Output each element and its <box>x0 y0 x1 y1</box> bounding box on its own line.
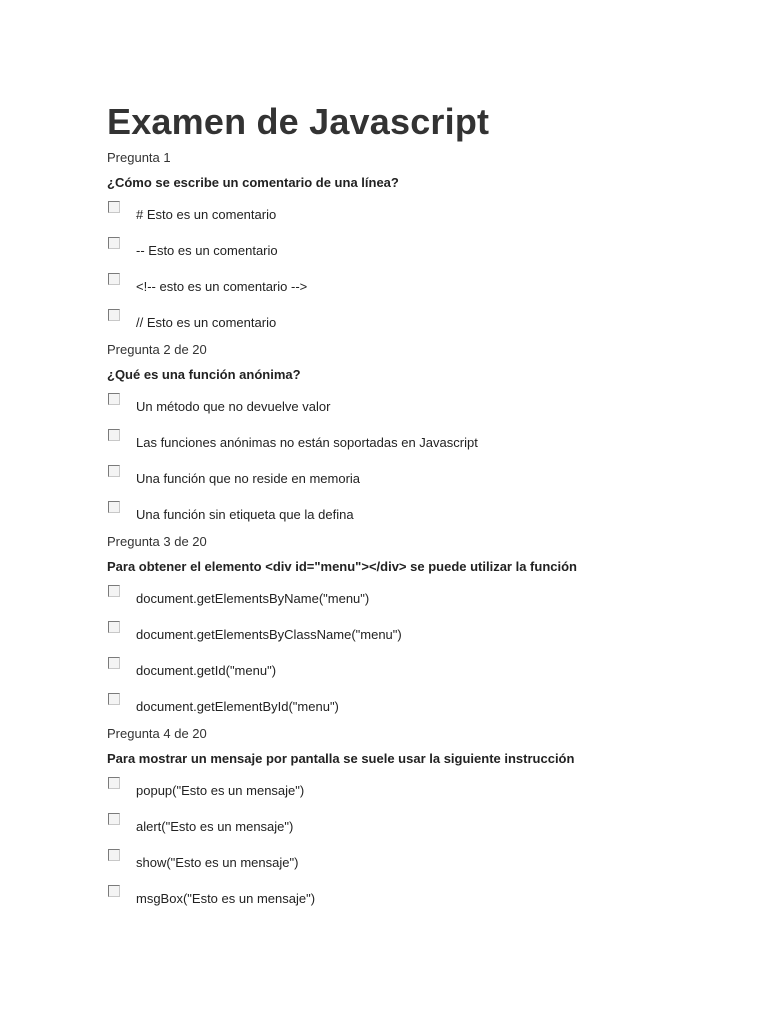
option-item[interactable] <box>107 885 727 911</box>
option-label: Una función que no reside en memoria <box>136 471 361 486</box>
option-item[interactable] <box>107 777 727 813</box>
question-text: Para obtener el elemento <div id="menu"></div> se puede utilizar la función <box>107 559 577 574</box>
checkbox[interactable] <box>108 237 120 249</box>
checkbox[interactable] <box>108 693 120 705</box>
question-3 <box>107 534 727 719</box>
option-label: document.getId("menu") <box>136 663 277 678</box>
option-label: Una función sin etiqueta que la defina <box>136 507 354 522</box>
option-list <box>107 393 727 527</box>
question-1 <box>107 150 727 335</box>
question-text: Para mostrar un mensaje por pantalla se suele usar la siguiente instrucción <box>107 751 575 766</box>
option-item[interactable] <box>107 693 727 719</box>
checkbox[interactable] <box>108 273 120 285</box>
question-4 <box>107 726 727 911</box>
option-label: popup("Esto es un mensaje") <box>136 783 305 798</box>
question-text: ¿Cómo se escribe un comentario de una línea? <box>107 175 399 190</box>
checkbox[interactable] <box>108 501 120 513</box>
option-label: document.getElementsByName("menu") <box>136 591 370 606</box>
checkbox[interactable] <box>108 585 120 597</box>
option-label: msgBox("Esto es un mensaje") <box>136 891 316 906</box>
question-text: ¿Qué es una función anónima? <box>107 367 301 382</box>
option-item[interactable] <box>107 657 727 693</box>
checkbox[interactable] <box>108 309 120 321</box>
option-item[interactable] <box>107 429 727 465</box>
option-item[interactable] <box>107 393 727 429</box>
question-number: Pregunta 4 de 20 <box>107 726 207 741</box>
checkbox[interactable] <box>108 393 120 405</box>
checkbox[interactable] <box>108 885 120 897</box>
option-label: document.getElementsByClassName("menu") <box>136 627 402 642</box>
option-label: <!-- esto es un comentario --> <box>136 279 308 294</box>
option-list <box>107 585 727 719</box>
checkbox[interactable] <box>108 465 120 477</box>
option-item[interactable] <box>107 465 727 501</box>
option-item[interactable] <box>107 501 727 527</box>
checkbox[interactable] <box>108 849 120 861</box>
checkbox[interactable] <box>108 621 120 633</box>
checkbox[interactable] <box>108 813 120 825</box>
page-title: Examen de Javascript <box>107 101 490 142</box>
option-item[interactable] <box>107 585 727 621</box>
option-item[interactable] <box>107 273 727 309</box>
option-label: show("Esto es un mensaje") <box>136 855 299 870</box>
option-label: // Esto es un comentario <box>136 315 277 330</box>
option-item[interactable] <box>107 309 727 335</box>
option-label: # Esto es un comentario <box>136 207 277 222</box>
checkbox[interactable] <box>108 777 120 789</box>
exam-page <box>107 100 727 918</box>
question-number: Pregunta 1 <box>107 150 171 165</box>
checkbox[interactable] <box>108 429 120 441</box>
option-label: alert("Esto es un mensaje") <box>136 819 294 834</box>
option-item[interactable] <box>107 849 727 885</box>
question-number: Pregunta 2 de 20 <box>107 342 207 357</box>
option-label: Las funciones anónimas no están soportadas en Javascript <box>136 435 478 450</box>
option-item[interactable] <box>107 201 727 237</box>
option-item[interactable] <box>107 813 727 849</box>
option-label: document.getElementById("menu") <box>136 699 339 714</box>
checkbox[interactable] <box>108 201 120 213</box>
option-item[interactable] <box>107 621 727 657</box>
checkbox[interactable] <box>108 657 120 669</box>
option-label: Un método que no devuelve valor <box>136 399 331 414</box>
question-2 <box>107 342 727 527</box>
option-list <box>107 201 727 335</box>
option-item[interactable] <box>107 237 727 273</box>
question-number: Pregunta 3 de 20 <box>107 534 207 549</box>
option-label: -- Esto es un comentario <box>136 243 278 258</box>
option-list <box>107 777 727 911</box>
